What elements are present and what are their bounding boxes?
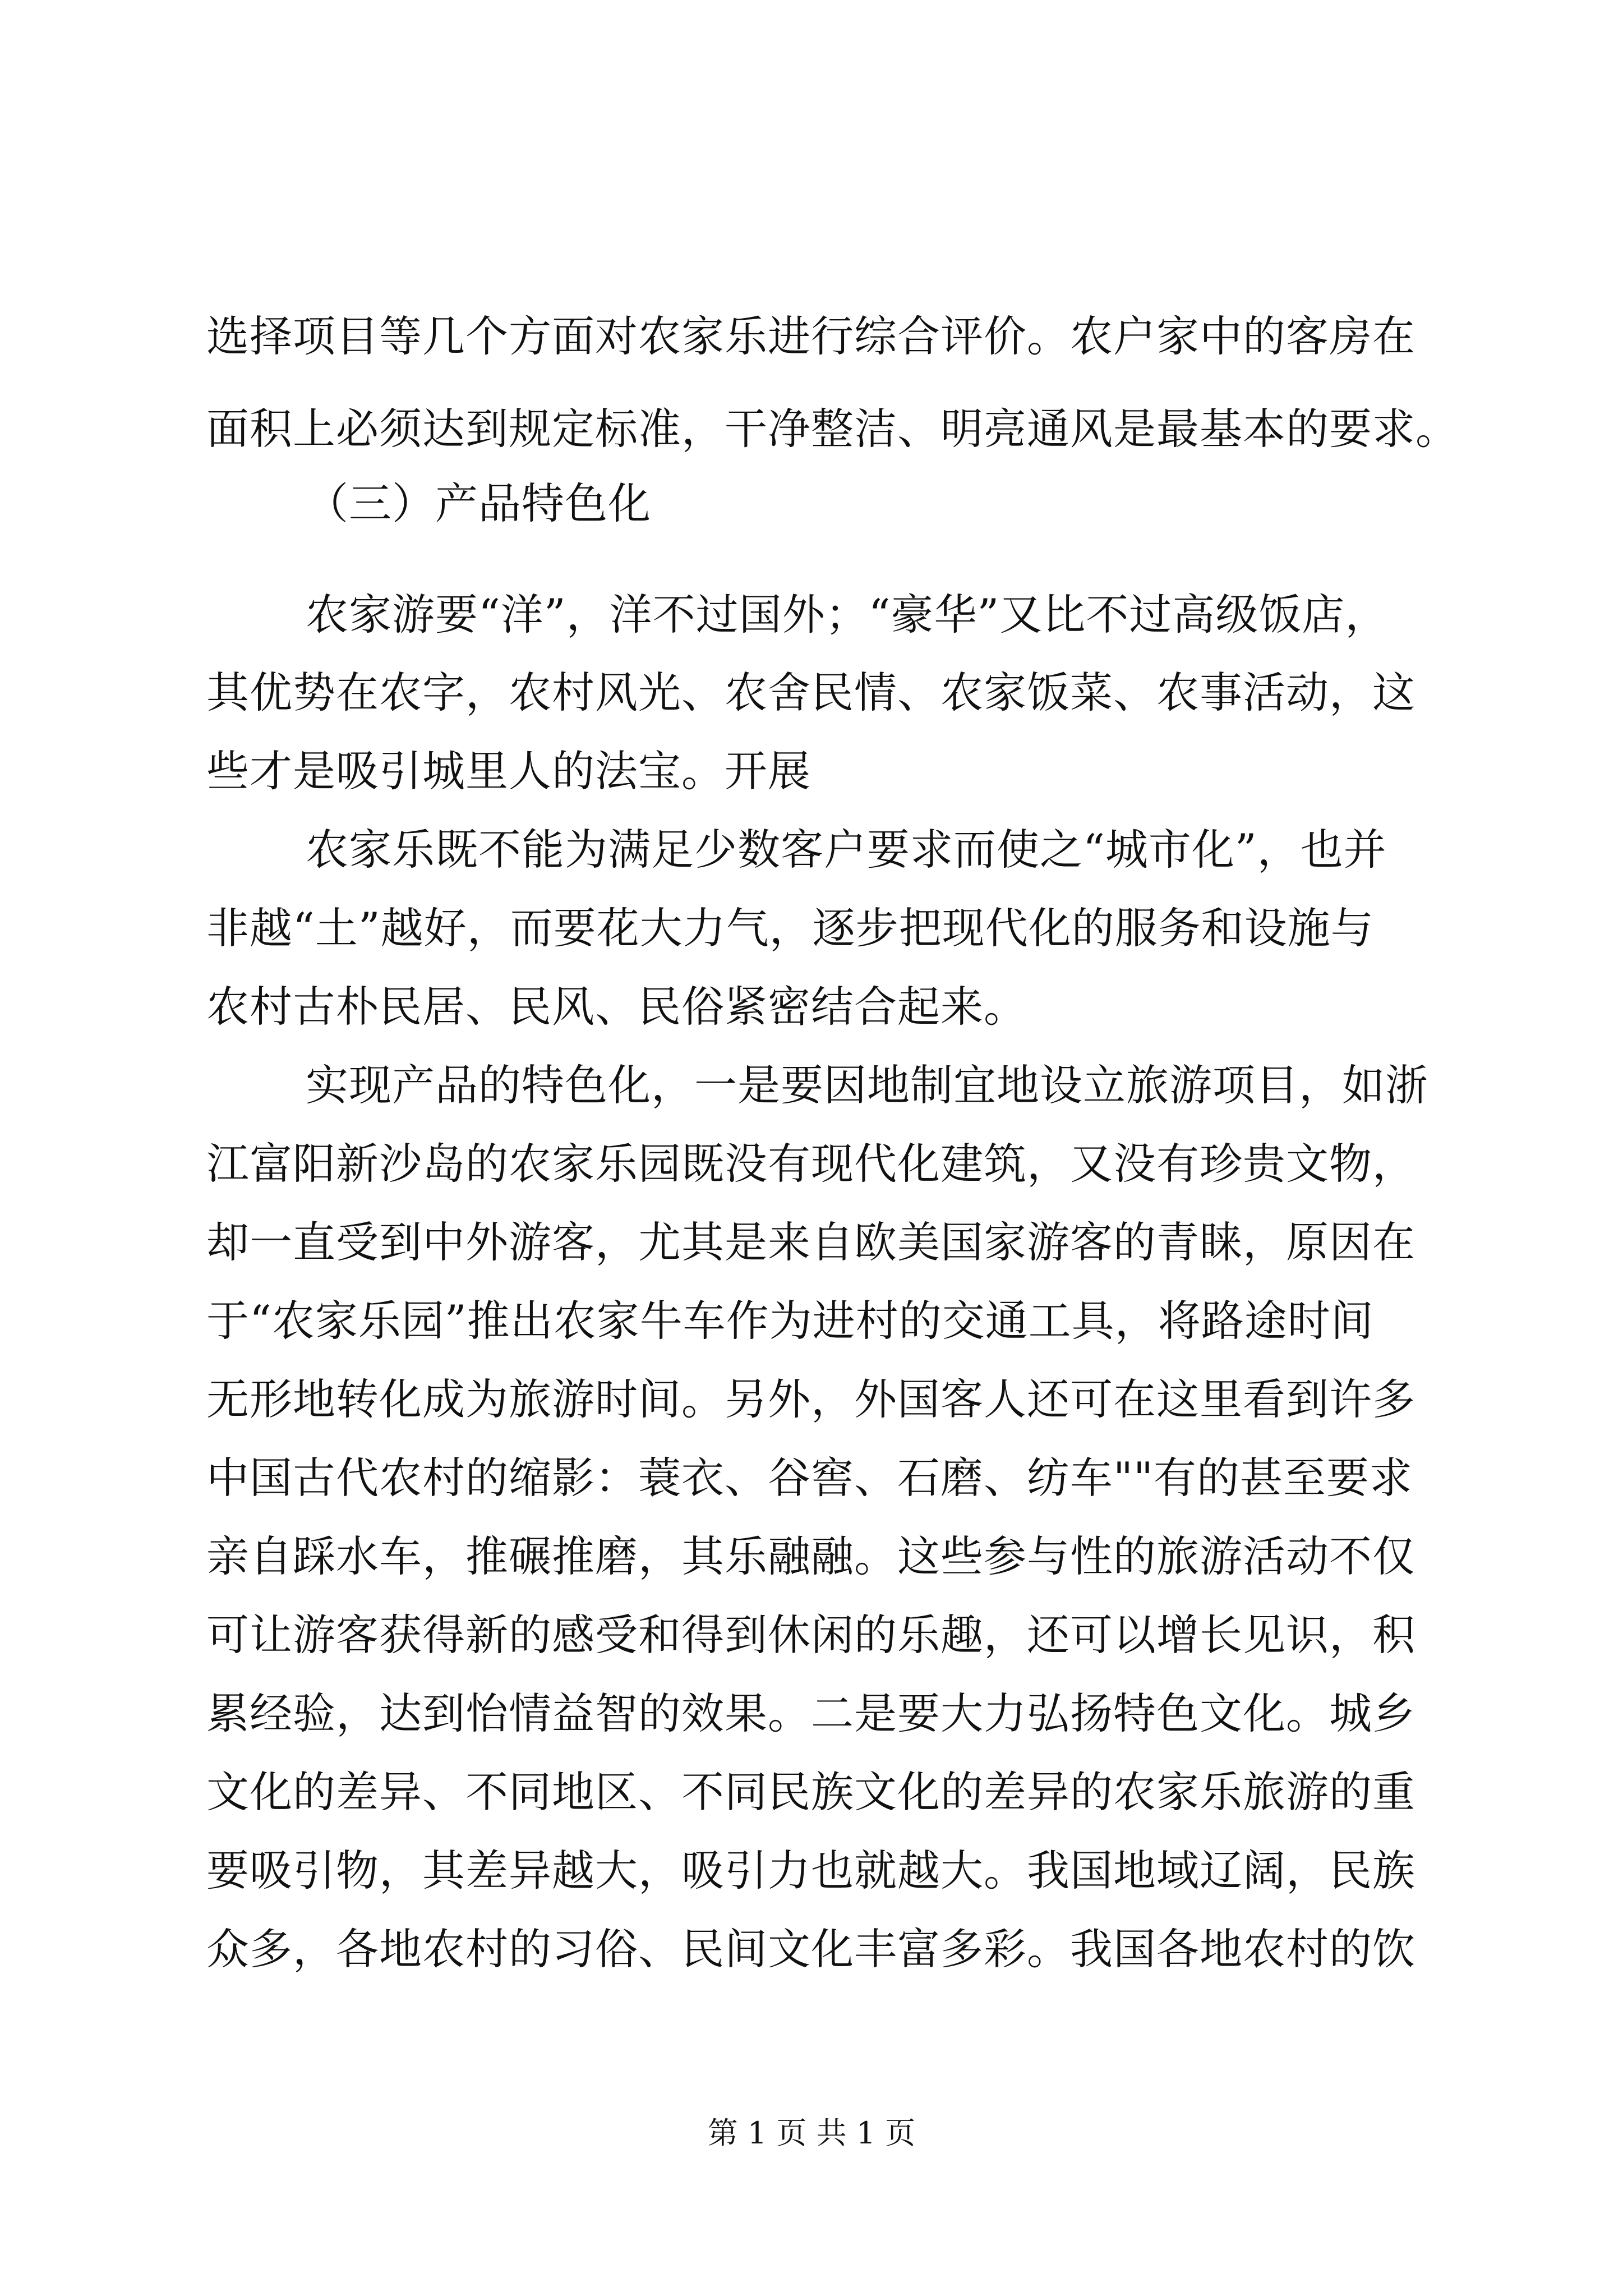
body-text-line: 众多，各地农村的习俗、民间文化丰富多彩。我国各地农村的饮 xyxy=(206,1924,1415,1974)
body-text-line: 文化的差异、不同地区、不同民族文化的差异的农家乐旅游的重 xyxy=(206,1767,1415,1817)
body-text-line: 面积上必须达到规定标准，干净整洁、明亮通风是最基本的要求。 xyxy=(206,404,1459,454)
body-text-line: 累经验，达到怡情益智的效果。二是要大力弘扬特色文化。城乡 xyxy=(206,1688,1415,1738)
paragraph-first-line: 农家游要“洋”，洋不过国外；“豪华”又比不过高级饭店， xyxy=(306,590,1389,639)
body-text-line: 于“农家乐园”推出农家牛车作为进村的交通工具，将路途时间 xyxy=(206,1296,1374,1346)
body-text-line: 亲自踩水车，推碾推磨，其乐融融。这些参与性的旅游活动不仅 xyxy=(206,1531,1415,1581)
body-text-line: 中国古代农村的缩影：蓑衣、谷窖、石磨、纺车""有的甚至要求 xyxy=(206,1453,1413,1503)
body-text-line: 选择项目等几个方面对农家乐进行综合评价。农户家中的客房在 xyxy=(206,311,1415,361)
body-text-line: 江富阳新沙岛的农家乐园既没有现代化建筑，又没有珍贵文物， xyxy=(206,1139,1415,1189)
paragraph-first-line: 农家乐既不能为满足少数客户要求而使之“城市化”，也并 xyxy=(306,825,1387,875)
section-heading: （三）产品特色化 xyxy=(306,478,651,528)
body-text-line: 可让游客获得新的感受和得到休闲的乐趣，还可以增长见识，积 xyxy=(206,1610,1415,1660)
page-number-footer: 第 1 页 共 1 页 xyxy=(707,2115,916,2151)
body-text-line: 其优势在农字，农村风光、农舍民情、农家饭菜、农事活动，这 xyxy=(206,668,1415,717)
body-text-line: 要吸引物，其差异越大，吸引力也就越大。我国地域辽阔，民族 xyxy=(206,1846,1415,1895)
body-text-line: 农村古朴民居、民风、民俗紧密结合起来。 xyxy=(206,982,1027,1032)
body-text-line: 却一直受到中外游客，尤其是来自欧美国家游客的青睐，原因在 xyxy=(206,1217,1415,1267)
body-text-line: 无形地转化成为旅游时间。另外，外国客人还可在这里看到许多 xyxy=(206,1374,1415,1424)
paragraph-first-line: 实现产品的特色化，一是要因地制宜地设立旅游项目，如浙 xyxy=(306,1060,1428,1110)
body-text-line: 非越“土”越好，而要花大力气，逐步把现代化的服务和设施与 xyxy=(206,903,1374,953)
body-text-line: 些才是吸引城里人的法宝。开展 xyxy=(206,746,811,796)
